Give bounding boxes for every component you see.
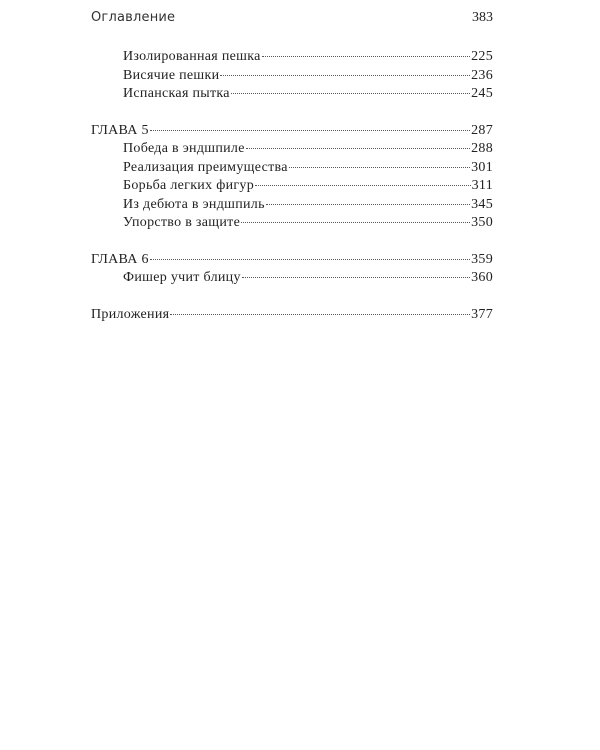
page-number: 383	[472, 10, 493, 25]
toc-entry-spanish-torture	[91, 85, 493, 104]
toc-entry-page: 236	[471, 67, 493, 83]
toc-entry-isolated-pawn	[91, 48, 493, 67]
dot-leader	[220, 75, 470, 76]
toc-entry-page: 288	[471, 141, 493, 156]
toc-entry-page: 360	[471, 270, 493, 285]
dot-leader	[246, 148, 470, 149]
dot-leader	[150, 259, 470, 260]
toc-chapter-title: ГЛАВА 5	[91, 122, 149, 138]
dot-leader	[255, 185, 471, 186]
toc-entry-title: Реализация преимущества	[123, 159, 288, 175]
page-header	[91, 10, 493, 30]
toc-chapter-6	[91, 251, 493, 270]
dot-leader	[242, 277, 470, 278]
toc-chapter-5	[91, 122, 493, 141]
toc-entry-page: 301	[471, 159, 493, 175]
toc-chapter-title: ГЛАВА 6	[91, 251, 149, 267]
toc-entry-realizing-advantage	[91, 159, 493, 178]
dot-leader	[150, 130, 470, 131]
running-header-title: Оглавление	[91, 10, 176, 25]
toc-entry-endgame-victory	[91, 140, 493, 159]
toc-entry-title: Изолированная пешка	[123, 49, 261, 64]
toc-entry-page: 287	[471, 122, 493, 138]
toc-entry-page: 225	[471, 49, 493, 64]
toc-entry-page: 245	[471, 86, 493, 101]
toc-entry-title: Победа в эндшпиле	[123, 141, 245, 156]
toc-entry-title: Упорство в защите	[123, 215, 241, 230]
toc-entry-title: Фишер учит блицу	[123, 270, 241, 285]
toc-entry-opening-to-endgame	[91, 196, 493, 215]
dot-leader	[170, 314, 470, 315]
dot-leader	[262, 56, 470, 57]
toc-entry-page: 345	[471, 196, 493, 212]
toc-entry-title: Из дебюта в эндшпиль	[123, 196, 265, 212]
table-of-contents	[91, 48, 493, 324]
dot-leader	[289, 167, 470, 168]
toc-entry-title: Испанская пытка	[123, 86, 230, 101]
toc-entry-minor-pieces	[91, 177, 493, 196]
toc-entry-title: Висячие пешки	[123, 67, 220, 83]
toc-appendices	[91, 306, 493, 325]
toc-entry-page: 311	[471, 178, 493, 193]
toc-entry-stubborn-defense	[91, 214, 493, 233]
toc-entry-page: 350	[471, 215, 493, 230]
toc-entry-fischer-blitz	[91, 269, 493, 288]
toc-chapter-title: Приложения	[91, 306, 170, 322]
dot-leader	[241, 222, 470, 223]
toc-entry-page: 359	[471, 251, 493, 267]
dot-leader	[231, 93, 470, 94]
toc-entry-title: Борьба легких фигур	[123, 178, 255, 193]
toc-entry-page: 377	[471, 306, 493, 322]
toc-entry-hanging-pawns	[91, 67, 493, 86]
dot-leader	[266, 204, 470, 205]
